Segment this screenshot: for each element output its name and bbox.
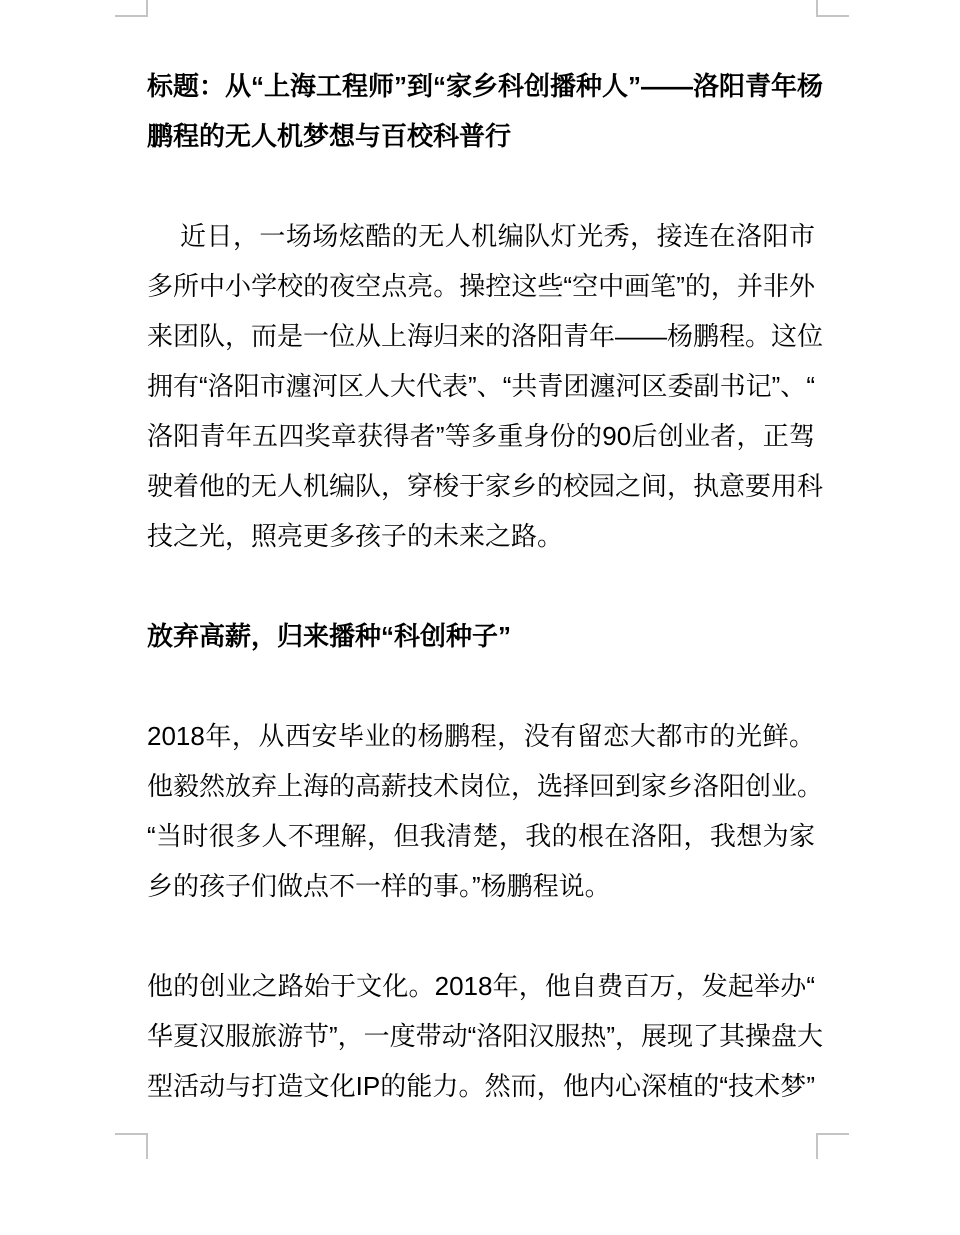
- text-boundary-mark-top-right: [816, 0, 849, 17]
- p1-line-6: 驶着他的无人机编队，穿梭于家乡的校园之间，执意要用科: [147, 471, 824, 501]
- paragraph-3: [147, 961, 823, 1111]
- text-boundary-mark-bottom-right: [816, 1133, 849, 1159]
- p1-line-7: 技之光，照亮更多孩子的未来之路。: [147, 521, 564, 551]
- article-content: [147, 61, 824, 1111]
- title-line-2: 鹏程的无人机梦想与百校科普行: [147, 121, 512, 151]
- section-heading: [147, 611, 815, 661]
- p2-line-2: 他毅然放弃上海的高薪技术岗位，选择回到家乡洛阳创业。: [147, 771, 824, 801]
- p3-line-2: 华夏汉服旅游节”，一度带动“洛阳汉服热”，展现了其操盘大: [147, 1021, 823, 1051]
- paragraph-1: [147, 211, 824, 561]
- p3-line-1: 他的创业之路始于文化。2018年，他自费百万，发起举办“: [147, 971, 815, 1001]
- article-title: [147, 61, 824, 161]
- title-line-1: 标题：从“上海工程师”到“家乡科创播种人”——洛阳青年杨: [147, 71, 824, 101]
- p3-line-3: 型活动与打造文化IP的能力。然而，他内心深植的“技术梦”: [147, 1071, 815, 1101]
- p2-line-4: 乡的孩子们做点不一样的事。”杨鹏程说。: [147, 871, 611, 901]
- text-boundary-mark-top-left: [115, 0, 148, 17]
- p1-line-5: 洛阳青年五四奖章获得者”等多重身份的90后创业者，正驾: [147, 421, 815, 451]
- p1-line-2: 多所中小学校的夜空点亮。操控这些“空中画笔”的，并非外: [147, 271, 815, 301]
- p2-line-3: “当时很多人不理解，但我清楚，我的根在洛阳，我想为家: [147, 821, 815, 851]
- text-boundary-mark-bottom-left: [115, 1133, 148, 1159]
- paragraph-2: [147, 711, 824, 911]
- p2-line-1: 2018年，从西安毕业的杨鹏程，没有留恋大都市的光鲜。: [147, 721, 815, 751]
- section-heading-text: 放弃高薪，归来播种“科创种子”: [147, 621, 512, 651]
- p1-line-3: 来团队，而是一位从上海归来的洛阳青年——杨鹏程。这位: [147, 321, 824, 351]
- p1-line-4: 拥有“洛阳市瀍河区人大代表”、“共青团瀍河区委副书记”、“: [147, 371, 815, 401]
- p1-line-1: 近日，一场场炫酷的无人机编队灯光秀，接连在洛阳市: [180, 221, 815, 251]
